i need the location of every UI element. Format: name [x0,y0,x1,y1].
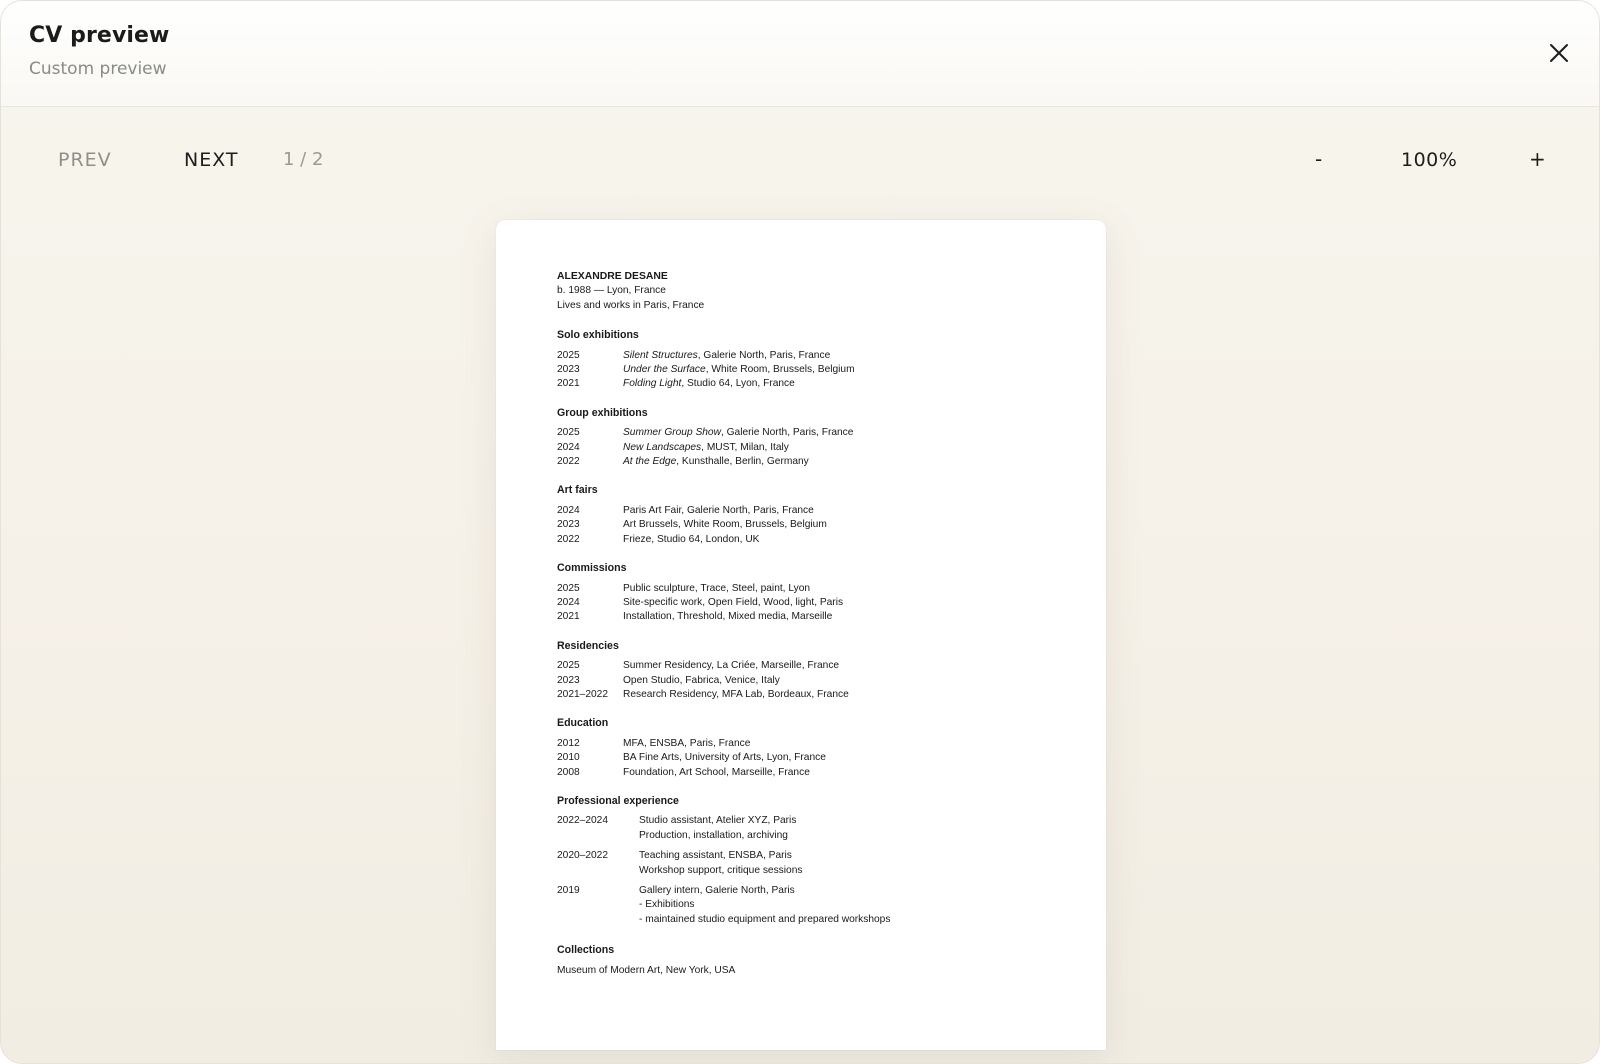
entry-text: Summer Residency, La Criée, Marseille, France [623,660,840,672]
work-title: Summer Group Show [623,427,721,439]
entry-year: 2021 [557,378,580,390]
entry-year: 2012 [557,737,580,749]
entry-year: 2024 [557,441,580,453]
entry-text [623,441,1077,455]
entry-text: Site-specific work, Open Field, Wood, light, Paris [623,596,844,608]
entry-year: 2020–2022 [557,850,608,862]
entry-text: Frieze, Studio 64, London, UK [623,533,760,545]
entry-year: 2024 [557,504,580,516]
zoom-in-button[interactable]: + [1529,147,1546,171]
list-item [557,884,1077,927]
list-item [557,766,1077,780]
entry-text [623,377,1077,391]
entry-text: Art Brussels, White Room, Brussels, Belgium [623,519,827,531]
entry-text: BA Fine Arts, University of Arts, Lyon, France [623,752,826,764]
entry-year: 2022 [557,533,580,545]
section-title-residencies: Residencies [557,639,619,652]
artist-birth: b. 1988 — Lyon, France [557,285,666,297]
entry-text [623,455,1077,469]
modal-title: CV preview [29,23,170,48]
entry-details: , Kunsthalle, Berlin, Germany [676,456,809,468]
next-page-button[interactable]: NEXT [184,149,239,171]
entry-details: , Studio 64, Lyon, France [681,378,795,390]
list-item [557,582,1077,596]
modal-header [1,1,1599,107]
entry-text: Foundation, Art School, Marseille, France [623,766,810,778]
list-item [557,751,1077,765]
entry-details: , Galerie North, Paris, France [697,349,831,361]
entry-line: Studio assistant, Atelier XYZ, Paris [639,815,797,827]
list-item [557,533,1077,547]
section-title-group: Group exhibitions [557,406,648,419]
close-icon [1549,43,1569,63]
artist-residence: Lives and works in Paris, France [557,299,705,311]
section-title-education: Education [557,717,609,730]
entry-line: Production, installation, archiving [639,829,788,841]
list-item [557,674,1077,688]
entry-line: Gallery intern, Galerie North, Paris [639,885,795,896]
list-item [557,377,1077,391]
entry-text [623,363,1077,377]
cv-document-page [496,220,1106,1050]
entry-year: 2019 [557,885,580,896]
work-title: At the Edge [623,456,677,468]
entry-details: , MUST, Milan, Italy [701,441,789,453]
work-title: New Landscapes [623,441,702,453]
entry-year: 2025 [557,582,580,594]
list-item [557,688,1077,702]
entry-year: 2010 [557,752,580,764]
zoom-out-button[interactable]: - [1315,147,1323,171]
entry-year: 2021 [557,611,580,623]
entry-text: Paris Art Fair, Galerie North, Paris, France [623,504,814,516]
list-item [557,596,1077,610]
artist-name: ALEXANDRE DESANE [557,271,668,282]
entry-year: 2021–2022 [557,688,608,700]
list-item [557,518,1077,532]
entry-line: - maintained studio equipment and prepared workshops [639,913,891,925]
entry-year: 2025 [557,349,580,361]
list-item [557,659,1077,673]
list-item [557,455,1077,469]
section-title-commissions: Commissions [557,562,627,575]
list-item [557,426,1077,440]
entry-year: 2023 [557,519,580,531]
list-item [557,610,1077,624]
entry-text [623,349,1077,363]
list-item [557,849,1077,878]
entry-text: Research Residency, MFA Lab, Bordeaux, France [623,688,849,700]
section-title-solo: Solo exhibitions [557,329,639,342]
entry-line: - Exhibitions [639,899,695,911]
entry-text: Open Studio, Fabrica, Venice, Italy [623,674,780,686]
section-title-experience: Professional experience [557,794,679,807]
entry-line: Teaching assistant, ENSBA, Paris [639,850,792,862]
work-title: Silent Structures [623,349,698,361]
entry-details: , Galerie North, Paris, France [720,427,854,439]
page-indicator: 1 / 2 [283,149,324,170]
entry-text [639,884,1077,927]
entry-line: Workshop support, critique sessions [639,864,803,876]
entry-year: 2023 [557,674,580,686]
entry-text [639,814,1077,843]
entry-text: MFA, ENSBA, Paris, France [623,737,751,749]
entry-year: 2024 [557,596,580,608]
entry-year: 2023 [557,364,580,376]
cv-content [557,270,1077,978]
work-title: Under the Surface [623,364,706,376]
entry-year: 2008 [557,766,580,778]
close-button[interactable] [1543,37,1575,69]
modal-subtitle: Custom preview [29,59,167,79]
prev-page-button[interactable]: PREV [58,149,112,171]
entry-details: , White Room, Brussels, Belgium [705,364,855,376]
list-item [557,504,1077,518]
entry-year: 2022 [557,456,580,468]
list-item [557,814,1077,843]
entry-text [639,849,1077,878]
section-title-collections: Collections [557,944,615,957]
list-item [557,441,1077,455]
entry-year: 2025 [557,660,580,672]
entry-text: Public sculpture, Trace, Steel, paint, Lyon [623,582,811,594]
list-item [557,349,1077,363]
zoom-level: 100% [1401,149,1458,171]
entry-text: Installation, Threshold, Mixed media, Marseille [623,611,833,623]
section-title-fairs: Art fairs [557,484,598,497]
preview-toolbar [1,129,1599,193]
entry-year: 2022–2024 [557,815,608,827]
list-item [557,363,1077,377]
list-item [557,737,1077,751]
entry-text [623,426,1077,440]
entry-year: 2025 [557,427,580,439]
work-title: Folding Light [623,378,682,390]
collections-entry: Museum of Modern Art, New York, USA [557,964,736,976]
